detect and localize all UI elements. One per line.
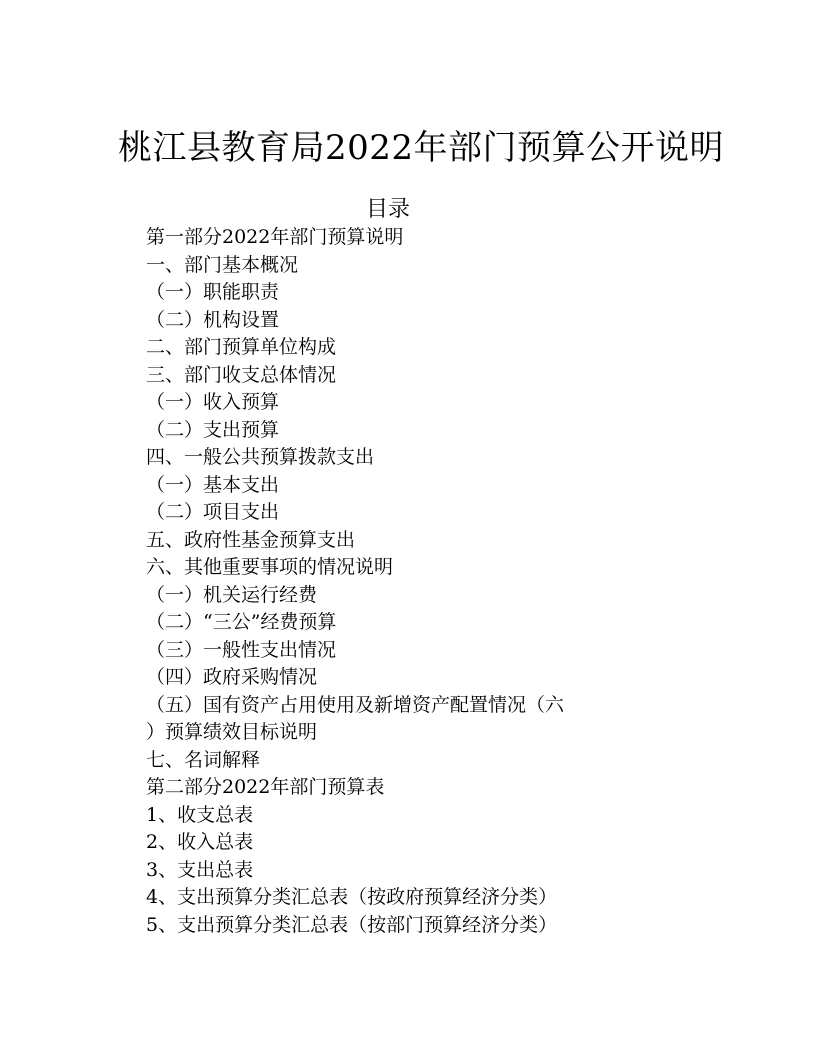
- toc-item: 五、政府性基金预算支出: [146, 528, 356, 551]
- toc-item: 第二部分2022年部门预算表: [146, 776, 385, 798]
- toc-item: （五）国有资产占用使用及新增资产配置情况（六: [146, 693, 565, 716]
- toc-item: （一）收入预算: [146, 391, 280, 413]
- toc-item: 四、一般公共预算拨款支出: [146, 446, 375, 468]
- toc-item: 第一部分2022年部门预算说明: [146, 226, 404, 248]
- toc-item: 三、部门收支总体情况: [146, 363, 337, 386]
- toc-item: （一）职能职责: [146, 281, 280, 303]
- toc-item: 3、支出总表: [146, 858, 254, 881]
- toc-item: （二）“三公”经费预算: [146, 611, 337, 633]
- toc-item: （三）一般性支出情况: [146, 638, 337, 661]
- toc-item: 4、支出预算分类汇总表（按政府预算经济分类）: [146, 886, 558, 908]
- toc-item: 1、收支总表: [146, 803, 254, 826]
- toc-item: 2、收入总表: [146, 831, 254, 853]
- toc-item: 六、其他重要事项的情况说明: [146, 556, 394, 578]
- toc-item: （二）项目支出: [146, 501, 280, 523]
- toc-item: （二）机构设置: [146, 308, 280, 331]
- toc-item: （一）机关运行经费: [146, 583, 318, 606]
- toc-item: 5、支出预算分类汇总表（按部门预算经济分类）: [146, 913, 558, 936]
- toc-item: 七、名词解释: [146, 748, 261, 771]
- toc-item: （二）支出预算: [146, 418, 280, 441]
- toc-item: 一、部门基本概况: [146, 253, 299, 276]
- toc-item: 二、部门预算单位构成: [146, 336, 337, 358]
- toc-item: （一）基本支出: [146, 473, 280, 496]
- toc-list: [146, 224, 564, 939]
- toc-heading: 目录: [366, 197, 411, 222]
- document-title: 桃江县教育局2022年部门预算公开说明: [118, 128, 725, 168]
- toc-item: ）预算绩效目标说明: [146, 721, 318, 743]
- toc-item: （四）政府采购情况: [146, 666, 318, 688]
